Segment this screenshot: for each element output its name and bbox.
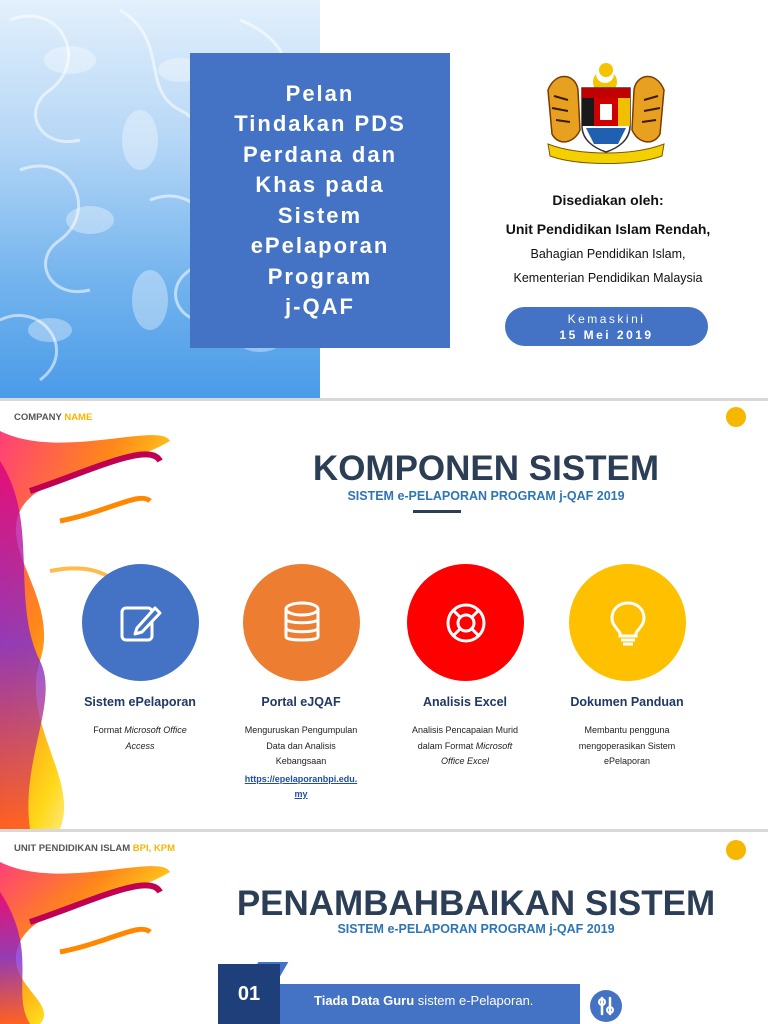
improvements-slide: [0, 832, 768, 1024]
components-slide: [0, 401, 768, 829]
update-date: 15 Mei 2019: [559, 328, 654, 342]
card-desc-dokumen-panduan: Membantu pengguna mengoperasikan Sistem ePelaporan: [578, 725, 676, 766]
paint-swirl-decoration: [0, 832, 200, 1024]
improvement-item-bar: Tiada Data Guru sistem e-Pelaporan.: [280, 984, 580, 1024]
company-name-label: COMPANY NAME: [14, 412, 93, 423]
title-slide: [0, 0, 768, 398]
card-desc-sistem-epelaporan: Format Microsoft Office Access: [93, 725, 187, 751]
update-label: Kemaskini: [567, 312, 646, 326]
prepared-by-block: [470, 192, 746, 285]
prepared-by-ministry: Kementerian Pendidikan Malaysia: [513, 271, 703, 285]
unit-name-label: UNIT PENDIDIKAN ISLAM BPI, KPM: [14, 843, 175, 854]
lifebuoy-icon: [444, 601, 488, 645]
malaysia-coat-of-arms-logo: [538, 60, 674, 166]
slide-title: Pelan Tindakan PDS Perdana dan Khas pada Sistem ePelaporan Program j-QAF: [234, 80, 406, 319]
card-desc-analisis-excel: Analisis Pencapaian Murid dalam Format Microsoft Office Excel: [411, 725, 519, 766]
section-title: PENAMBAHBAIKAN SISTEM: [236, 884, 716, 923]
card-title-analisis-excel: Analisis Excel: [422, 695, 508, 709]
card-title-sistem-epelaporan: Sistem ePelaporan: [84, 695, 196, 709]
card-title-portal-ejqaf: Portal eJQAF: [261, 695, 341, 709]
prepared-by-division: Bahagian Pendidikan Islam,: [530, 247, 686, 261]
section-subtitle: SISTEM e-PELAPORAN PROGRAM j-QAF 2019: [347, 489, 625, 503]
lightbulb-icon: [608, 600, 648, 646]
section-subtitle: SISTEM e-PELAPORAN PROGRAM j-QAF 2019: [337, 922, 615, 936]
card-icon-circle-sistem-epelaporan: [82, 564, 199, 681]
card-desc-portal-ejqaf: Menguruskan Pengumpulan Data dan Analisis Kebangsaan https://epelaporanbpi.edu.my: [241, 723, 361, 803]
prepared-by-label: Disediakan oleh:: [552, 192, 664, 208]
item-number-badge: 01: [218, 964, 280, 1024]
prepared-by-unit: Unit Pendidikan Islam Rendah,: [505, 221, 711, 237]
card-title-dokumen-panduan: Dokumen Panduan: [570, 695, 684, 709]
edit-icon: [119, 601, 163, 645]
card-icon-circle-dokumen-panduan: [569, 564, 686, 681]
tools-icon: [590, 990, 622, 1022]
yellow-dot-decoration: [726, 407, 746, 427]
update-date-badge: [505, 307, 708, 346]
card-icon-circle-analisis-excel: [407, 564, 524, 681]
database-icon: [282, 601, 322, 645]
title-divider: [413, 510, 461, 513]
card-icon-circle-portal-ejqaf: [243, 564, 360, 681]
portal-ejqaf-link[interactable]: https://epelaporanbpi.edu.my: [244, 773, 358, 799]
yellow-dot-decoration: [726, 840, 746, 860]
section-title: KOMPONEN SISTEM: [312, 449, 660, 488]
title-box: [190, 53, 450, 348]
